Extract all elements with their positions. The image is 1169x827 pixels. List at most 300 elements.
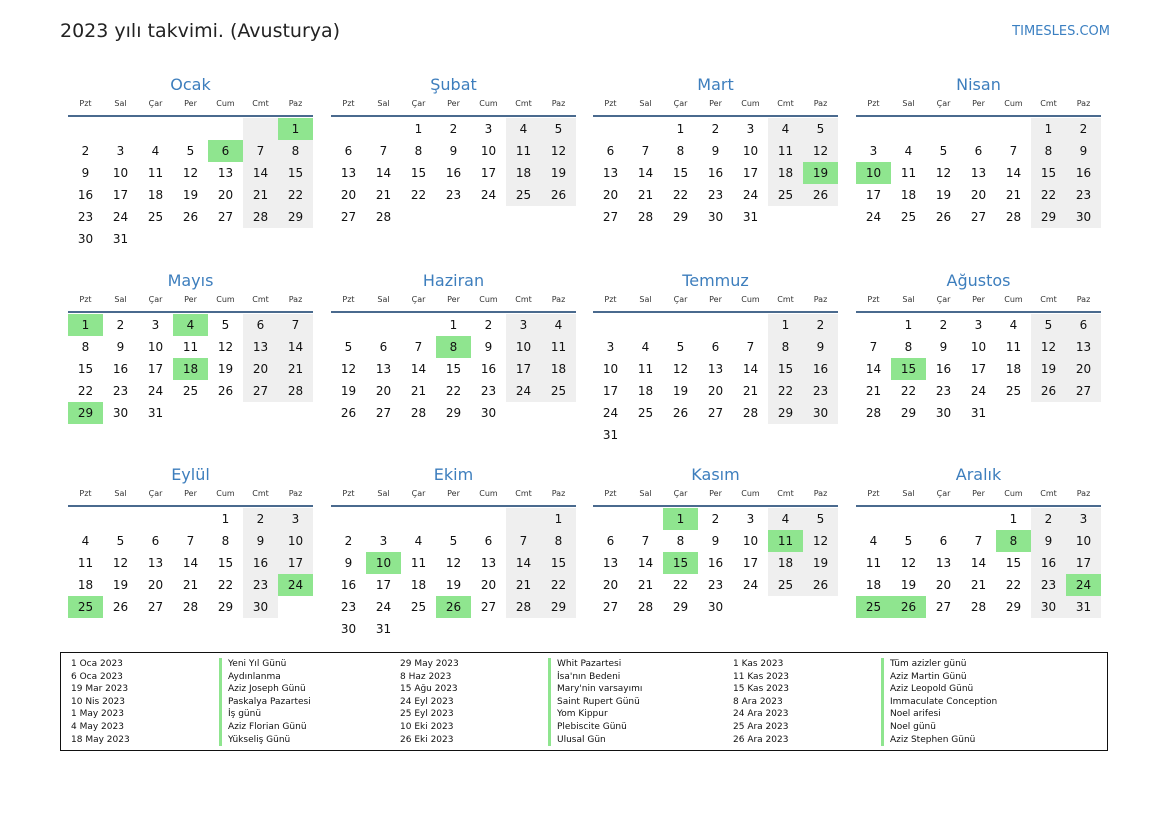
- month-name: Nisan: [956, 75, 1001, 94]
- day-cell: 19: [900, 578, 917, 592]
- day-cell: 28: [637, 600, 654, 614]
- day-cell: 15: [278, 162, 313, 184]
- empty-cell: [768, 424, 803, 446]
- day-cell: 26: [217, 384, 234, 398]
- day-cell: 27: [1066, 380, 1101, 402]
- weekday-label: Sal: [902, 99, 915, 108]
- weekday-label: Çar: [148, 295, 163, 304]
- week-row: [856, 574, 1101, 596]
- day-cell: 2: [803, 314, 838, 336]
- day-cell: 18: [865, 578, 882, 592]
- day-cell: 29: [68, 402, 103, 424]
- day-cell: 23: [935, 384, 952, 398]
- week-row: [331, 618, 576, 640]
- day-cell: 22: [278, 184, 313, 206]
- weekday-label: Cmt: [1040, 489, 1057, 498]
- day-cell: 11: [768, 530, 803, 552]
- day-cell: 21: [865, 384, 882, 398]
- weekday-header: [68, 97, 313, 115]
- site-link[interactable]: TIMESLES.COM: [1012, 24, 1110, 39]
- weekday-label: Çar: [936, 489, 951, 498]
- day-cell: 16: [707, 166, 724, 180]
- weekday-label: Pzt: [604, 295, 617, 304]
- day-cell: 12: [541, 140, 576, 162]
- weekday-label: Sal: [114, 295, 127, 304]
- empty-cell: [856, 508, 891, 530]
- weekday-header: [593, 97, 838, 115]
- day-cell: 27: [970, 210, 987, 224]
- week-row: [331, 402, 576, 424]
- day-cell: 14: [278, 336, 313, 358]
- empty-cell: [593, 508, 628, 530]
- day-cell: 28: [243, 206, 278, 228]
- empty-cell: [471, 618, 506, 640]
- day-cell: 2: [449, 122, 458, 136]
- day-cell: 9: [344, 556, 353, 570]
- day-cell: 13: [375, 362, 392, 376]
- holiday-date: 1 May 2023: [71, 709, 124, 720]
- empty-cell: [243, 118, 278, 140]
- day-cell: 11: [637, 362, 654, 376]
- empty-cell: [173, 508, 208, 530]
- day-cell: 2: [711, 512, 720, 526]
- day-cell: 27: [602, 210, 619, 224]
- weekday-header: [856, 293, 1101, 311]
- day-cell: 19: [217, 362, 234, 376]
- day-cell: 12: [1031, 336, 1066, 358]
- day-cell: 3: [278, 508, 313, 530]
- holiday-date: 6 Oca 2023: [71, 671, 123, 682]
- day-cell: 8: [221, 534, 230, 548]
- holiday-name: İsa'nın Bedeni: [548, 671, 620, 684]
- week-row: [68, 140, 313, 162]
- day-cell: 26: [182, 210, 199, 224]
- day-cell: 4: [869, 534, 878, 548]
- day-cell: 30: [707, 210, 724, 224]
- day-cell: 19: [1031, 358, 1066, 380]
- day-cell: 27: [480, 600, 497, 614]
- day-cell: 6: [606, 534, 615, 548]
- day-cell: 23: [707, 188, 724, 202]
- month-name: Şubat: [430, 75, 477, 94]
- day-cell: 10: [742, 144, 759, 158]
- weekday-label: Cum: [479, 295, 498, 304]
- day-cell: 3: [379, 534, 388, 548]
- weekday-label: Paz: [288, 489, 303, 498]
- empty-cell: [68, 118, 103, 140]
- day-cell: 16: [340, 578, 357, 592]
- empty-cell: [366, 508, 401, 530]
- day-cell: 24: [480, 188, 497, 202]
- holiday-date: 4 May 2023: [71, 722, 124, 732]
- week-row: [331, 358, 576, 380]
- day-cell: 15: [217, 556, 234, 570]
- day-cell: 21: [243, 184, 278, 206]
- day-cell: 5: [939, 144, 948, 158]
- day-cell: 20: [602, 188, 619, 202]
- day-cell: 8: [676, 534, 685, 548]
- day-cell: 16: [112, 362, 129, 376]
- weekday-header: [68, 293, 313, 311]
- empty-cell: [891, 508, 926, 530]
- day-cell: 22: [672, 578, 689, 592]
- day-cell: 30: [803, 402, 838, 424]
- day-cell: 13: [147, 556, 164, 570]
- day-cell: 8: [768, 336, 803, 358]
- weekday-label: Per: [972, 295, 985, 304]
- day-cell: 14: [742, 362, 759, 376]
- day-cell: 22: [1005, 578, 1022, 592]
- week-row: [331, 162, 576, 184]
- empty-cell: [243, 402, 278, 424]
- day-cell: 1: [904, 318, 913, 332]
- empty-cell: [768, 596, 803, 618]
- weekday-header: [593, 487, 838, 505]
- weekday-header: [856, 487, 1101, 505]
- day-cell: 11: [182, 340, 199, 354]
- weekday-label: Cmt: [252, 489, 269, 498]
- day-cell: 2: [1066, 118, 1101, 140]
- day-cell: 25: [147, 210, 164, 224]
- week-row: [856, 552, 1101, 574]
- week-row: [68, 206, 313, 228]
- day-cell: 25: [1005, 384, 1022, 398]
- day-cell: 2: [243, 508, 278, 530]
- month-block: [68, 463, 313, 618]
- weekday-label: Çar: [936, 99, 951, 108]
- weekday-label: Sal: [639, 295, 652, 304]
- day-cell: 20: [1066, 358, 1101, 380]
- holiday-name: Plebiscite Günü: [548, 721, 627, 734]
- day-cell: 6: [151, 534, 160, 548]
- day-cell: 14: [506, 552, 541, 574]
- day-cell: 3: [151, 318, 160, 332]
- day-cell: 8: [278, 140, 313, 162]
- day-cell: 20: [217, 188, 234, 202]
- day-cell: 12: [182, 166, 199, 180]
- day-cell: 17: [1066, 552, 1101, 574]
- day-cell: 24: [1066, 574, 1101, 596]
- day-cell: 7: [641, 144, 650, 158]
- day-cell: 4: [506, 118, 541, 140]
- day-cell: 10: [366, 552, 401, 574]
- day-cell: 4: [151, 144, 160, 158]
- day-cell: 6: [208, 140, 243, 162]
- empty-cell: [331, 118, 366, 140]
- week-row: [856, 358, 1101, 380]
- header-rule: [593, 311, 838, 313]
- weekday-label: Cmt: [777, 99, 794, 108]
- day-cell: 23: [243, 574, 278, 596]
- day-cell: 1: [449, 318, 458, 332]
- day-cell: 7: [869, 340, 878, 354]
- day-cell: 6: [711, 340, 720, 354]
- day-cell: 2: [939, 318, 948, 332]
- day-cell: 1: [676, 122, 685, 136]
- empty-cell: [331, 508, 366, 530]
- week-row: [593, 380, 838, 402]
- day-cell: 5: [116, 534, 125, 548]
- weekday-header: [331, 293, 576, 311]
- day-cell: 8: [996, 530, 1031, 552]
- day-cell: 23: [445, 188, 462, 202]
- month-block: [331, 73, 576, 228]
- day-cell: 12: [935, 166, 952, 180]
- week-row: [593, 424, 838, 446]
- weekday-label: Per: [972, 489, 985, 498]
- day-cell: 4: [541, 314, 576, 336]
- holiday-date: 26 Ara 2023: [733, 734, 789, 745]
- day-cell: 31: [1066, 596, 1101, 618]
- weekday-label: Cum: [216, 99, 235, 108]
- weekday-label: Çar: [411, 489, 426, 498]
- day-cell: 10: [112, 166, 129, 180]
- empty-cell: [506, 402, 541, 424]
- day-cell: 20: [480, 578, 497, 592]
- day-cell: 18: [410, 578, 427, 592]
- day-cell: 8: [676, 144, 685, 158]
- day-cell: 2: [116, 318, 125, 332]
- holiday-name: Yeni Yıl Günü: [219, 658, 286, 671]
- week-row: [856, 314, 1101, 336]
- day-cell: 30: [243, 596, 278, 618]
- day-cell: 1: [1031, 118, 1066, 140]
- weekday-label: Per: [972, 99, 985, 108]
- day-cell: 11: [77, 556, 94, 570]
- empty-cell: [996, 118, 1031, 140]
- weekday-label: Cum: [479, 489, 498, 498]
- day-cell: 10: [506, 336, 541, 358]
- empty-cell: [278, 228, 313, 250]
- day-cell: 20: [147, 578, 164, 592]
- day-cell: 15: [663, 552, 698, 574]
- day-cell: 9: [116, 340, 125, 354]
- day-cell: 11: [410, 556, 427, 570]
- day-cell: 12: [340, 362, 357, 376]
- week-row: [856, 184, 1101, 206]
- day-cell: 18: [1005, 362, 1022, 376]
- day-cell: 10: [742, 534, 759, 548]
- empty-cell: [401, 314, 436, 336]
- weekday-label: Cmt: [1040, 295, 1057, 304]
- day-cell: 16: [480, 362, 497, 376]
- empty-cell: [436, 618, 471, 640]
- week-row: [856, 596, 1101, 618]
- day-cell: 1: [768, 314, 803, 336]
- empty-cell: [173, 118, 208, 140]
- day-cell: 29: [541, 596, 576, 618]
- week-row: [331, 552, 576, 574]
- day-cell: 13: [217, 166, 234, 180]
- empty-cell: [663, 314, 698, 336]
- holiday-name: Mary'nin varsayımı: [548, 683, 642, 696]
- week-row: [593, 552, 838, 574]
- day-cell: 27: [375, 406, 392, 420]
- empty-cell: [593, 314, 628, 336]
- holiday-date: 24 Eyl 2023: [400, 696, 454, 707]
- week-row: [68, 508, 313, 530]
- weekday-label: Paz: [1076, 99, 1091, 108]
- weekday-label: Pzt: [342, 99, 355, 108]
- day-cell: 18: [77, 578, 94, 592]
- day-cell: 13: [340, 166, 357, 180]
- day-cell: 30: [340, 622, 357, 636]
- day-cell: 28: [375, 210, 392, 224]
- day-cell: 6: [939, 534, 948, 548]
- day-cell: 24: [375, 600, 392, 614]
- day-cell: 2: [344, 534, 353, 548]
- empty-cell: [278, 402, 313, 424]
- empty-cell: [663, 424, 698, 446]
- week-row: [68, 228, 313, 250]
- day-cell: 24: [742, 578, 759, 592]
- week-row: [68, 380, 313, 402]
- empty-cell: [541, 618, 576, 640]
- day-cell: 24: [742, 188, 759, 202]
- month-name: Temmuz: [682, 271, 749, 290]
- day-cell: 3: [974, 318, 983, 332]
- week-row: [68, 574, 313, 596]
- weekday-label: Pzt: [867, 295, 880, 304]
- day-cell: 29: [768, 402, 803, 424]
- day-cell: 6: [1066, 314, 1101, 336]
- day-cell: 17: [480, 166, 497, 180]
- empty-cell: [103, 118, 138, 140]
- day-cell: 25: [541, 380, 576, 402]
- day-cell: 7: [746, 340, 755, 354]
- day-cell: 6: [484, 534, 493, 548]
- weekday-label: Cmt: [777, 295, 794, 304]
- day-cell: 4: [1009, 318, 1018, 332]
- holiday-date: 19 Mar 2023: [71, 684, 129, 695]
- empty-cell: [208, 118, 243, 140]
- day-cell: 21: [506, 574, 541, 596]
- weekday-label: Cmt: [1040, 99, 1057, 108]
- day-cell: 16: [243, 552, 278, 574]
- weekday-header: [331, 487, 576, 505]
- day-cell: 4: [414, 534, 423, 548]
- day-cell: 7: [974, 534, 983, 548]
- day-cell: 30: [480, 406, 497, 420]
- day-cell: 18: [541, 358, 576, 380]
- holiday-name: İş günü: [219, 708, 261, 721]
- week-row: [331, 530, 576, 552]
- day-cell: 29: [217, 600, 234, 614]
- weekday-label: Sal: [377, 489, 390, 498]
- day-cell: 24: [970, 384, 987, 398]
- day-cell: 23: [1066, 184, 1101, 206]
- empty-cell: [401, 618, 436, 640]
- day-cell: 21: [182, 578, 199, 592]
- day-cell: 14: [970, 556, 987, 570]
- holiday-date: 25 Ara 2023: [733, 722, 789, 732]
- day-cell: 24: [602, 406, 619, 420]
- day-cell: 15: [77, 362, 94, 376]
- day-cell: 3: [1066, 508, 1101, 530]
- empty-cell: [103, 508, 138, 530]
- month-block: [68, 269, 313, 424]
- week-row: [331, 336, 576, 358]
- empty-cell: [436, 206, 471, 228]
- empty-cell: [733, 314, 768, 336]
- week-row: [331, 184, 576, 206]
- day-cell: 1: [663, 508, 698, 530]
- weekday-label: Sal: [902, 489, 915, 498]
- weekday-label: Cum: [479, 99, 498, 108]
- day-cell: 31: [375, 622, 392, 636]
- empty-cell: [1031, 402, 1066, 424]
- day-cell: 5: [676, 340, 685, 354]
- empty-cell: [138, 118, 173, 140]
- day-cell: 17: [742, 166, 759, 180]
- empty-cell: [401, 508, 436, 530]
- empty-cell: [733, 596, 768, 618]
- empty-cell: [628, 314, 663, 336]
- day-cell: 11: [541, 336, 576, 358]
- day-cell: 22: [541, 574, 576, 596]
- day-cell: 30: [112, 406, 129, 420]
- day-cell: 7: [414, 340, 423, 354]
- day-cell: 2: [484, 318, 493, 332]
- weekday-label: Çar: [673, 295, 688, 304]
- day-cell: 26: [1031, 380, 1066, 402]
- month-block: [856, 269, 1101, 424]
- day-cell: 23: [707, 578, 724, 592]
- day-cell: 23: [480, 384, 497, 398]
- holiday-name: Aziz Stephen Günü: [881, 734, 975, 747]
- day-cell: 15: [541, 552, 576, 574]
- day-cell: 21: [637, 578, 654, 592]
- day-cell: 28: [506, 596, 541, 618]
- day-cell: 17: [506, 358, 541, 380]
- holiday-date: 29 May 2023: [400, 659, 459, 669]
- day-cell: 20: [602, 578, 619, 592]
- empty-cell: [803, 206, 838, 228]
- week-row: [856, 380, 1101, 402]
- holiday-name: Aziz Leopold Günü: [881, 683, 973, 696]
- day-cell: 6: [606, 144, 615, 158]
- day-cell: 26: [340, 406, 357, 420]
- holiday-name: Aziz Martin Günü: [881, 671, 967, 684]
- day-cell: 24: [147, 384, 164, 398]
- weekday-label: Cmt: [252, 99, 269, 108]
- day-cell: 16: [707, 556, 724, 570]
- day-cell: 25: [637, 406, 654, 420]
- day-cell: 26: [803, 574, 838, 596]
- day-cell: 17: [970, 362, 987, 376]
- day-cell: 16: [935, 362, 952, 376]
- day-cell: 29: [1031, 206, 1066, 228]
- day-cell: 13: [243, 336, 278, 358]
- day-cell: 13: [602, 166, 619, 180]
- week-row: [593, 184, 838, 206]
- empty-cell: [506, 618, 541, 640]
- day-cell: 7: [641, 534, 650, 548]
- empty-cell: [803, 596, 838, 618]
- holiday-name: Whit Pazartesi: [548, 658, 621, 671]
- day-cell: 3: [746, 512, 755, 526]
- day-cell: 29: [278, 206, 313, 228]
- empty-cell: [208, 228, 243, 250]
- day-cell: 19: [445, 578, 462, 592]
- day-cell: 20: [340, 188, 357, 202]
- weekday-label: Cum: [1004, 99, 1023, 108]
- day-cell: 14: [182, 556, 199, 570]
- empty-cell: [506, 508, 541, 530]
- month-name: Haziran: [422, 271, 485, 290]
- day-cell: 5: [186, 144, 195, 158]
- empty-cell: [628, 118, 663, 140]
